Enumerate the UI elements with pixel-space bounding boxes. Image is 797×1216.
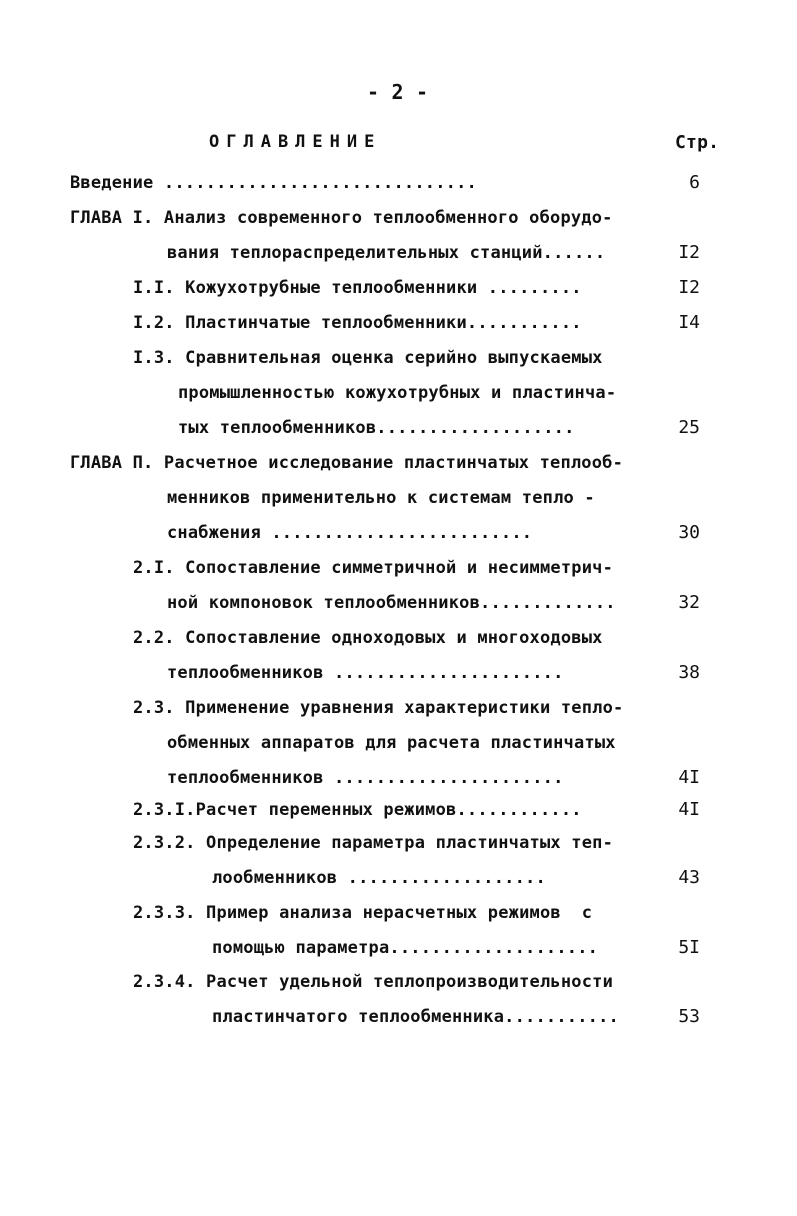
toc-entry-chapter-2-line1: ГЛАВА П. Расчетное исследование пластинчатых теплооб-	[70, 453, 624, 473]
toc-entry-2-2-line1: 2.2. Сопоставление одноходовых и многоходовых	[133, 628, 603, 648]
toc-page-chapter-2: 30	[678, 522, 700, 543]
toc-entry-2-3-3-line2: помощью параметра....................	[212, 938, 599, 958]
toc-page-2-3: 4I	[678, 767, 700, 788]
toc-entry-2-2-line2: теплообменников ......................	[167, 663, 564, 683]
toc-entry-1-3-line2: промышленностью кожухотрубных и пластинча-	[178, 383, 617, 403]
toc-entry-chapter-1-line2: вания теплораспределительных станций......	[167, 243, 606, 263]
toc-entry-chapter-2-line2: менников применительно к системам тепло -	[167, 488, 595, 508]
page-column-label: Стр.	[675, 132, 720, 153]
toc-page-2-3-2: 43	[678, 867, 700, 888]
toc-entry-2-3-1: 2.3.I.Расчет переменных режимов............	[133, 800, 582, 820]
toc-page-2-1: 32	[678, 592, 700, 613]
toc-entry-2-3-line2: обменных аппаратов для расчета пластинчатых	[167, 733, 616, 753]
toc-entry-2-3-line1: 2.3. Применение уравнения характеристики тепло-	[133, 698, 624, 718]
toc-page-intro: 6	[689, 172, 700, 193]
toc-page-1-3: 25	[678, 417, 700, 438]
toc-entry-2-3-3-line1: 2.3.3. Пример анализа нерасчетных режимов с	[133, 903, 593, 923]
toc-entry-2-3-line3: теплообменников ......................	[167, 768, 564, 788]
toc-entry-intro: Введение ..............................	[70, 173, 477, 193]
page-number: - 2 -	[367, 80, 429, 104]
toc-page-2-3-1: 4I	[678, 799, 700, 820]
toc-page-1-2: I4	[678, 312, 700, 333]
toc-entry-chapter-1-line1: ГЛАВА I. Анализ современного теплообменного оборудо-	[70, 208, 613, 228]
toc-entry-chapter-2-line3: снабжения .........................	[167, 523, 533, 543]
toc-page-2-3-4: 53	[678, 1006, 700, 1027]
toc-entry-2-3-2-line1: 2.3.2. Определение параметра пластинчатых теп-	[133, 833, 614, 853]
toc-page-chapter-1: I2	[678, 242, 700, 263]
toc-entry-1-3-line1: I.3. Сравнительная оценка серийно выпускаемых	[133, 348, 603, 368]
toc-page-2-3-3: 5I	[678, 937, 700, 958]
toc-entry-1-3-line3: тых теплообменников...................	[178, 418, 575, 438]
toc-entry-1-2: I.2. Пластинчатые теплообменники...........	[133, 313, 582, 333]
toc-entry-2-1-line1: 2.I. Сопоставление симметричной и несимметрич-	[133, 558, 614, 578]
toc-entry-2-3-2-line2: лообменников ...................	[212, 868, 546, 888]
toc-entry-2-3-4-line1: 2.3.4. Расчет удельной теплопроизводительности	[133, 972, 614, 992]
toc-entry-2-3-4-line2: пластинчатого теплообменника...........	[212, 1007, 619, 1027]
toc-title: ОГЛАВЛЕНИЕ	[209, 132, 382, 152]
toc-entry-1-1: I.I. Кожухотрубные теплообменники .........	[133, 278, 582, 298]
toc-page-2-2: 38	[678, 662, 700, 683]
toc-entry-2-1-line2: ной компоновок теплообменников.............	[167, 593, 616, 613]
toc-page-1-1: I2	[678, 277, 700, 298]
